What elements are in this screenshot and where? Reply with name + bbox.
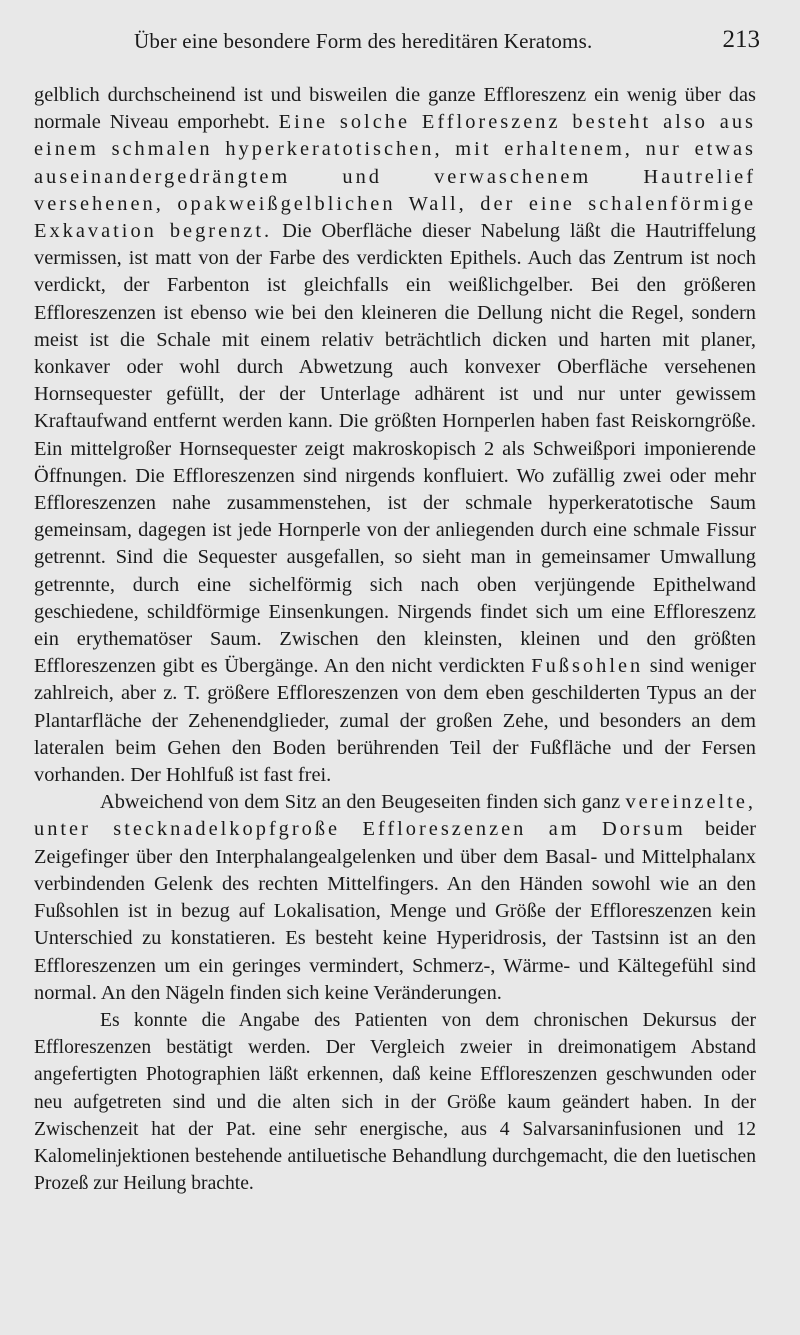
paragraph-1-text-b: Die Oberfläche dieser Nabelung läßt die Hautriffelung vermissen, ist matt von der Farbe des verdickten Epithels. Auch das Zentrum ist noch verdickt, der Farbenton ist gleichfalls ein weißlichgelber. Bei den größeren Effloreszenzen ist ebenso wie bei den kleineren die Dellung nicht die Regel, sondern meist ist die Schale mit einem relativ beträchtlich dicken und harten mit planer, konkaver oder wohl durch Abwetzung auch konvexer Oberfläche versehenen Hornsequester gefüllt, der der Unterlage adhärent ist und nur unter gewissem Kraftaufwand entfernt werden kann. Die größten Hornperlen haben fast Reiskorngröße. Ein mittelgroßer Hornsequester zeigt makroskopisch 2 als Schweißpori imponierende Öffnungen. Die Effloreszenzen sind nirgends konfluiert. Wo zufällig zwei oder mehr Effloreszenzen nahe zusammenstehen, ist der schmale hyperkeratotische Saum gemeinsam, dagegen ist jede Hornperle von der anliegenden durch eine schmale Fissur getrennt. Sind die Sequester ausgefallen, so sieht man in gemeinsamer Umwallung getrennte, durch eine sichelförmig sich nach oben verjüngende Epithelwand geschiedene, schildförmige Einsenkungen. Nirgends findet sich um eine Effloreszenz ein erythematöser Saum. Zwischen den kleinsten, kleinen und den größten Effloreszenzen gibt es Übergänge. An den nicht verdickten — [34, 220, 756, 678]
paragraph-2-text-b: beider Zeigefinger über den Interphalangealgelenken und über dem Basal- und Mittelphalanx verbindenden Gelenk des rechten Mittelfingers. An den Händen sowohl wie an den Fußsohlen ist in bezug auf Lokalisation, Menge und Größe der Effloreszenzen kein Unterschied zu konstatieren. Es besteht keine Hyperidrosis, der Tastsinn ist an den Effloreszenzen um ein geringes vermindert, Schmerz-, Wärme- und Kältegefühl sind normal. An den Nägeln finden sich keine Veränderungen. — [34, 818, 757, 1004]
paragraph-1-emphasis-b: Fußsohlen — [531, 655, 644, 678]
paragraph-1-emphasis-a: Eine solche Effloreszenz besteht also aus einem schmalen hyperkeratotischen, mit erhaltenem, nur etwas auseinandergedrängtem und verwaschenem Hautrelief versehenen, opakweißgelblichen Wall, der eine schalenförmige Exkavation begrenzt. — [34, 111, 756, 243]
paragraph-2 — [34, 789, 756, 1007]
page-header — [34, 26, 760, 60]
body-text — [34, 82, 756, 1197]
paragraph-1-text-a: gelblich durchscheinend ist und bisweilen die ganze Effloreszenz ein wenig über das normale Niveau emporhebt. — [34, 84, 756, 134]
paragraph-3 — [34, 1007, 756, 1197]
page-number: 213 — [722, 26, 760, 53]
paragraph-3-text: Es konnte die Angabe des Patienten von dem chronischen Dekursus der Effloreszenzen bestätigt werden. Der Vergleich zweier in dreimonatigem Abstand angefertigten Photographien läßt erkennen, daß keine Effloreszenzen geschwunden oder neu aufgetreten sind und die alten sich in der Größe kaum geändert haben. In der Zwischenzeit hat der Pat. eine sehr energische, aus 4 Salvarsaninfusionen und 12 Kalomelinjektionen bestehende antiluetische Behandlung durchgemacht, die den luetischen Prozeß zur Heilung brachte. — [34, 1009, 756, 1195]
running-head: Über eine besondere Form des hereditären Keratoms. — [134, 29, 593, 53]
paragraph-1-text-c: sind weniger zahlreich, aber z. T. größere Effloreszenzen von dem eben geschilderten Typus an der Plantarfläche der Zehenendglieder, zumal der großen Zehe, und besonders an dem lateralen beim Gehen den Boden berührenden Teil der Fußfläche und der Fersen vorhanden. Der Hohlfuß ist fast frei. — [34, 655, 757, 787]
paragraph-2-emphasis: vereinzelte, unter stecknadelkopfgroße Effloreszenzen am Dorsum — [34, 791, 756, 841]
paragraph-2-text-a: Abweichend von dem Sitz an den Beugeseiten finden sich ganz — [100, 791, 626, 814]
paragraph-1 — [34, 82, 756, 789]
